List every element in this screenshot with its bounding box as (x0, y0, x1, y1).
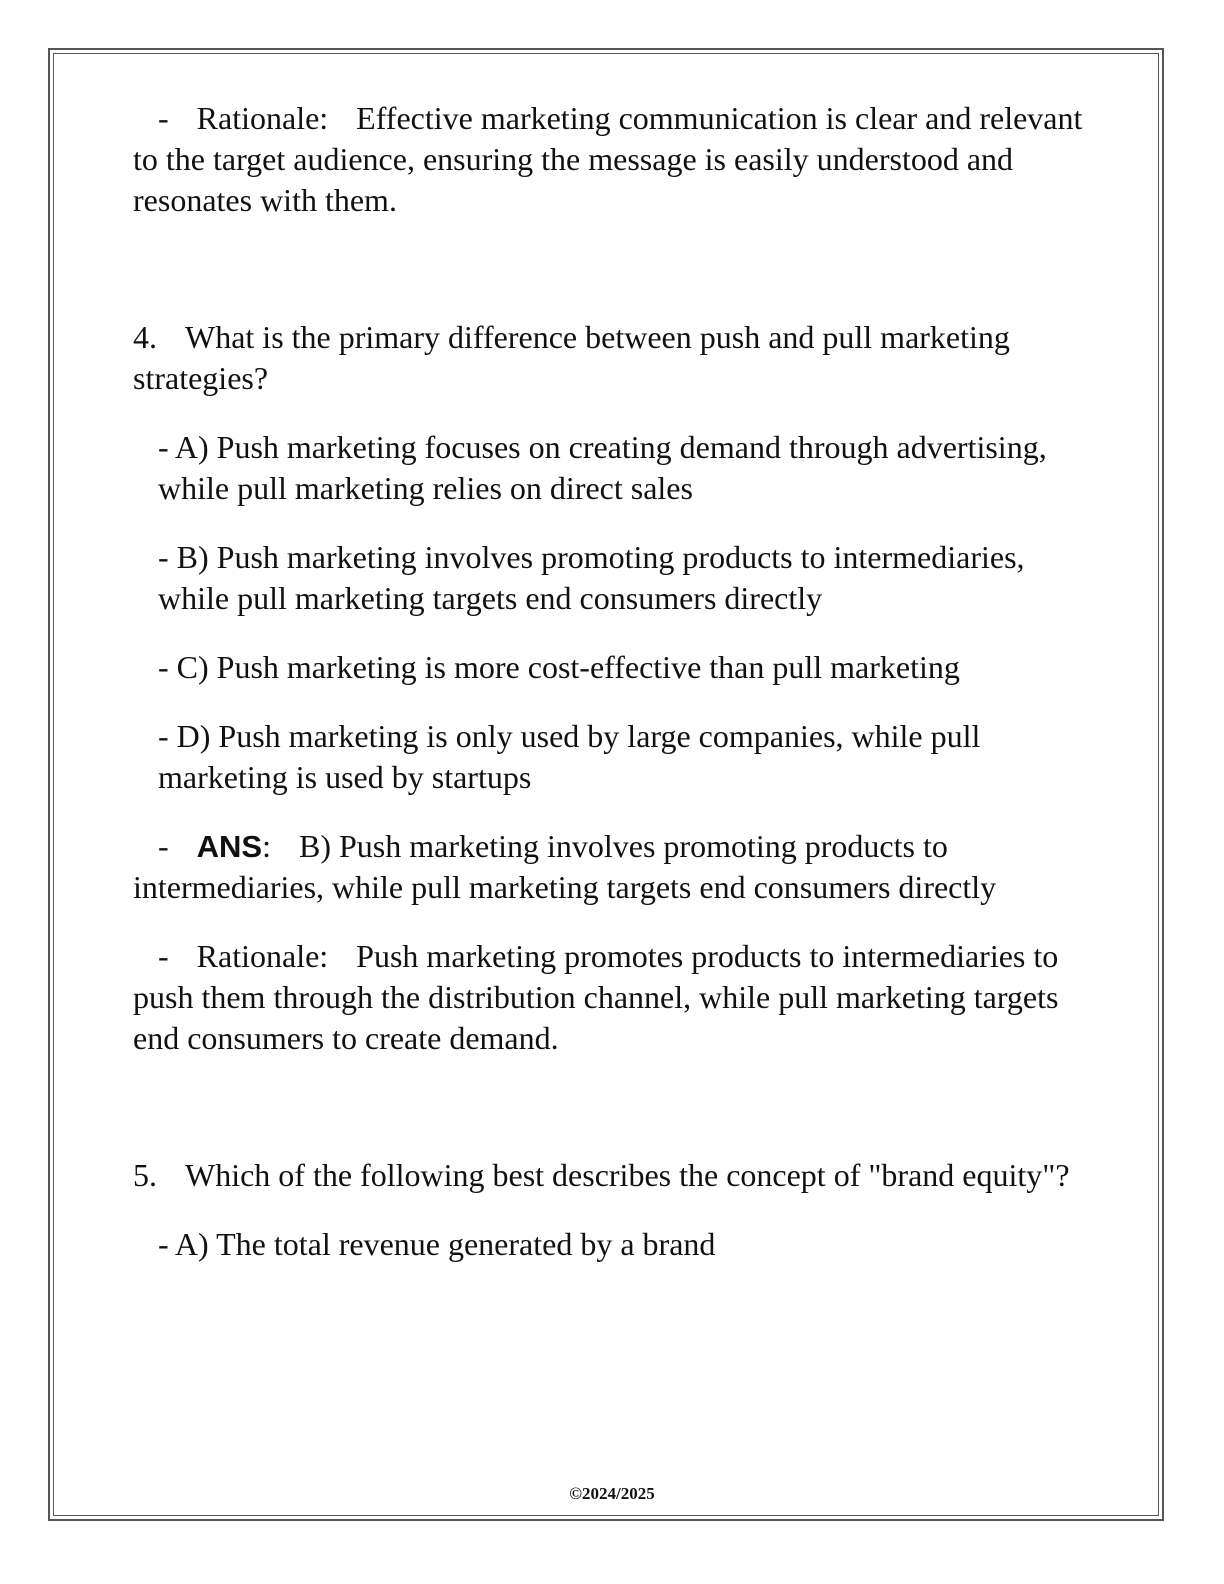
q5-number: 5. (133, 1157, 157, 1193)
q4-question-text: What is the primary difference between push and pull marketing strategies? (133, 319, 1010, 396)
q4-option-b: - B) Push marketing involves promoting products to intermediaries, while pull marketing targets end consumers directly (158, 539, 1025, 616)
q4-option-d: - D) Push marketing is only used by large companies, while pull marketing is used by startups (158, 718, 981, 795)
q5-option-a: - A) The total revenue generated by a brand (158, 1226, 716, 1262)
q3-rationale-text: Effective marketing communication is clear and relevant to the target audience, ensuring the message is easily understood and resonates with them. (133, 100, 1083, 218)
page-footer: ©2024/2025 (569, 1484, 655, 1503)
q4-rationale-label: Rationale: (196, 938, 329, 974)
q4-rationale: - Rationale: Push marketing promotes products to intermediaries to push them through the distribution channel, while pull marketing targets end consumers to create demand. (133, 938, 1059, 1056)
q3-rationale-label: Rationale: (196, 100, 329, 136)
document-body (133, 98, 1093, 1265)
q4-question (133, 317, 1093, 399)
q5-question-text: Which of the following best describes the concept of "brand equity"? (185, 1157, 1070, 1193)
q4-option-a: - A) Push marketing focuses on creating demand through advertising, while pull marketing relies on direct sales (158, 429, 1047, 506)
q4-rationale-text: Push marketing promotes products to intermediaries to push them through the distribution channel, while pull marketing targets end consumers to create demand. (133, 938, 1059, 1056)
q4-number: 4. (133, 319, 157, 355)
q4-ans-text: B) Push marketing involves promoting products to intermediaries, while pull marketing targets end consumers directly (133, 828, 997, 905)
q3-rationale: - Rationale: Effective marketing communication is clear and relevant to the target audience, ensuring the message is easily understood and resonates with them. (133, 100, 1083, 218)
q5-question (133, 1155, 1093, 1196)
q4-answer: - ANS: B) Push marketing involves promoting products to intermediaries, while pull marketing targets end consumers directly (133, 828, 997, 905)
q4-option-c: - C) Push marketing is more cost-effective than pull marketing (158, 649, 960, 685)
q4-ans-label: ANS (196, 829, 263, 864)
